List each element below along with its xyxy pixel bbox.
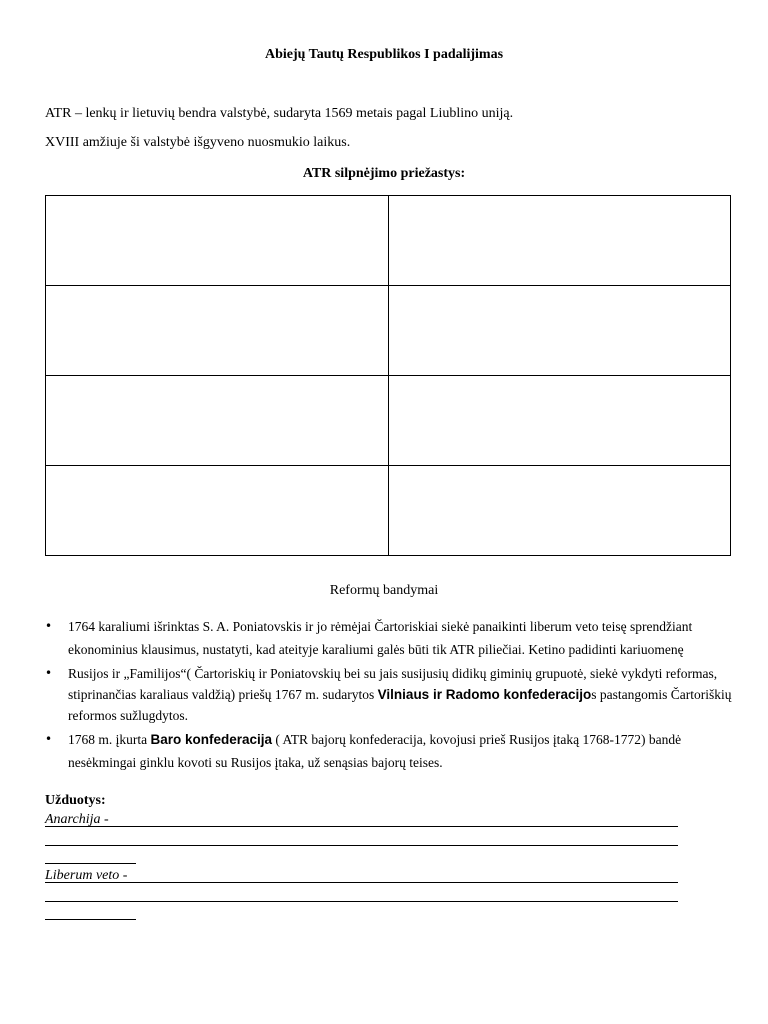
- intro-line-2: XVIII amžiuje ši valstybė išgyveno nuosmukio laikus.: [45, 135, 351, 150]
- list-item: [45, 615, 735, 661]
- causes-cell[interactable]: [388, 376, 731, 466]
- answer-line[interactable]: [45, 901, 678, 902]
- list-item: [45, 728, 735, 774]
- causes-cell[interactable]: [388, 286, 731, 376]
- causes-cell[interactable]: [388, 196, 731, 286]
- causes-heading: ATR silpnėjimo priežastys:: [302, 166, 466, 181]
- task-label-anarchija: Anarchija -: [45, 812, 109, 827]
- reforms-heading: Reformų bandymai: [329, 583, 439, 598]
- answer-line[interactable]: [45, 826, 678, 827]
- answer-line[interactable]: [45, 919, 136, 920]
- intro-line-1: ATR – lenkų ir lietuvių bendra valstybė, sudaryta 1569 metais pagal Liublino uniją.: [45, 106, 514, 121]
- causes-cell[interactable]: [46, 196, 389, 286]
- answer-line[interactable]: [45, 863, 136, 864]
- causes-cell[interactable]: [46, 286, 389, 376]
- causes-cell[interactable]: [46, 466, 389, 556]
- task-label-liberum-veto: Liberum veto -: [45, 868, 128, 883]
- reform-bold-term: Baro konfederacija: [150, 732, 273, 747]
- causes-table: [45, 195, 731, 556]
- page-title: Abiejų Tautų Respublikos I padalijimas: [264, 47, 504, 62]
- causes-cell[interactable]: [46, 376, 389, 466]
- reform-text: Rusijos ir „Familijos“( Čartoriskių ir Poniatovskių bei su jais susijusių didikų giminių grupuotė, siekė vykdyti reformas, stiprinančias karaliaus valdžią) priešų 1767 m. sudarytos: [68, 666, 718, 702]
- reform-bold-term: Vilniaus ir Radomo konfederacijo: [377, 687, 592, 702]
- table-row: [46, 466, 731, 556]
- reform-text: 1768 m. įkurta: [68, 732, 151, 747]
- causes-cell[interactable]: [388, 466, 731, 556]
- answer-line[interactable]: [45, 882, 678, 883]
- reform-text: s pastangomis Čartoriškių reformos sužlugdytos.: [68, 687, 732, 723]
- table-row: [46, 286, 731, 376]
- answer-line[interactable]: [45, 845, 678, 846]
- reforms-list: [45, 615, 735, 774]
- table-row: [46, 196, 731, 286]
- tasks-heading: Užduotys:: [45, 793, 106, 808]
- list-item: [45, 663, 735, 726]
- table-row: [46, 376, 731, 466]
- reform-text: 1764 karaliumi išrinktas S. A. Poniatovskis ir jo rėmėjai Čartoriskiai siekė panaikinti liberum veto teisę sprendžiant ekonominius klausimus, nustatyti, kad ateityje karaliumi galės būti tik ATR piliečiai. Ketino padidinti kariuomenę: [68, 619, 693, 657]
- reform-text: ( ATR bajorų konfederacija, kovojusi prieš Rusijos įtaką 1768-1772) bandė nesėkmingai ginklu kovoti su Rusijos įtaka, už senąsias bajorų teises.: [68, 732, 682, 770]
